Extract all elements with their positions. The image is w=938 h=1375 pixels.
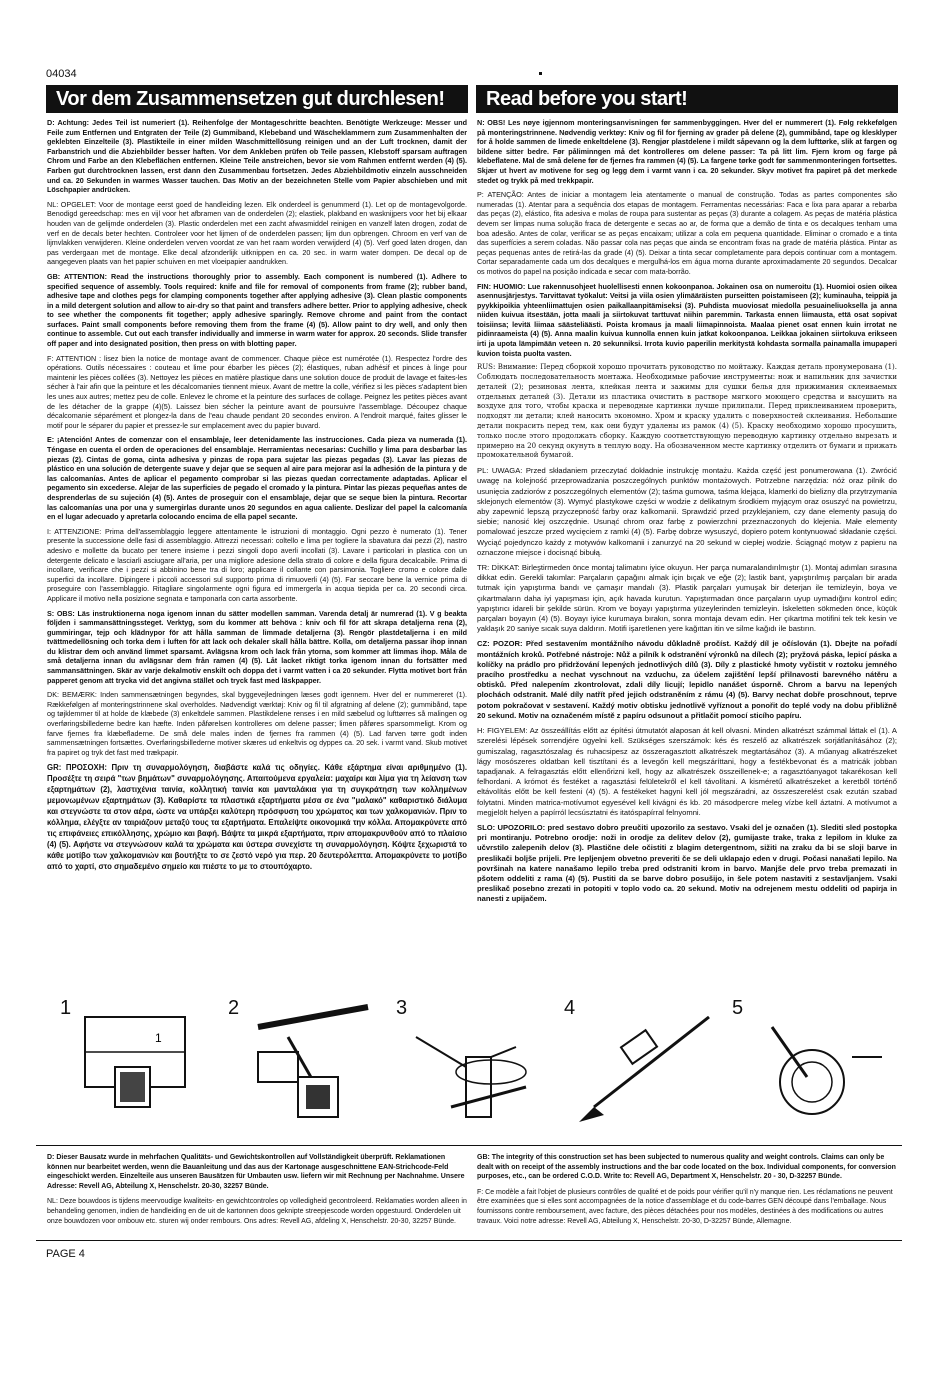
instruction-paragraph: CZ: POZOR: Před sestavením montážního návodu důkladně pročíst. Každý díl je očíslován (1). Dbejte na pořadí montážních kroků. Potřebné nástroje: Nůž a pilník k odstranění výronků na dílech (2); pryžová páska, lepicí páska a kolíčky na prádlo pro přidržování lepených jednotlivých dílů (3). Díly z plastické hmoty vyčistit v roztoku jemného pracího prostředku a nechat vyschnout na vzduchu, za účelem zajištění lepší přilnavosti barevného nátěru a obtisků. Před nalepením zkontrolovat, zdali díly licují; lepidlo nanášet úsporně. Chrom a barvu na lepených plochách odstranit. Malé díly natřít před jejich odstraněním z rámu (4) (5). Barvy nechat dobře proschnout, teprve potom pokračovat v sestavení. Každý motiv obtisku jednotlivě vyříznout a ponořit do teplé vody na dobu přibližně 20 sekund. Motiv na označeném místě z papíru odsunout a přitlačit pomocí sticího papíru. (477, 639, 897, 720)
step-number: 2 (228, 997, 240, 1019)
decal-water-bowl-icon (732, 997, 892, 1132)
step-1-panel (60, 997, 220, 1132)
footer-bottom-rule (36, 1240, 902, 1241)
bullet-dot (539, 72, 542, 75)
footer-right (477, 1153, 897, 1232)
instruction-paragraph: FIN: HUOMIO: Lue rakennusohjeet huolellisesti ennen kokoonpanoa. Jokainen osa on numeroitu (1). Huomioi osien oikea asennusjärjestys. Tarvittavat työkalut: Veitsi ja viila osien ylimääräisten purseitten poistamiseen (2); kuminauha, teippiä ja pyykkipoikia yhteenliimattujen osien paikallaanpitämiseksi (3). Puhdista muoviosat miedolla pesuaineliuoksella ja anna niiden kuivua itsestään, jotta maali ja siirtokuvat tarttuvat niihin paremmin. Tarkasta ennen liimausta, että osat sopivat toisiinsa; levitä liimaa säästeliäästi. Poista kromaus ja maali liimapinnoista. Maalaa pienet osat ennen kuin irrotat ne pidinraameista (4) (5). Anna maalin kuivua kunnolla ennen kuin jatkat kokoonpanoa. Leikkaa jokainen siirtokuva erikseen irti ja upota lämpimään veteen n. 20 sekunniksi. Irrota kuvio paperilin merkitystä kohdasta sormalla painamalla imupaperi kuvion toista puolta vasten. (477, 281, 897, 358)
document-code: 04034 (46, 68, 77, 80)
instruction-paragraph: F: Ce modèle a fait l'objet de plusieurs contrôles de qualité et de poids pour vérifier qu'il n'y manque rien. Les réclamations ne peuvent être examinées que si elles sont accompagnées de la notice d'assemblage et du code-barres GEN découpé dans l'emballage. Nous fournissons contre remboursement, avec facture, des pièces détachées pour nos modèles, destinées à des modifications ou autres travaux. Voici notre adresse: Revell AG, Abteilung X, Henschelstr. 20-30, D-32257 Bünde, Allemagne. (477, 1188, 893, 1225)
step-number: 4 (564, 997, 576, 1019)
instruction-paragraph: SLO: UPOZORILO: pred sestavo dobro preučiti upozorilo za sestavo. Vsaki del je označen (1). Slediti sled postopka pri montiranju. Potrebno orodje: noži in orodje za delitev delov (2), gumijaste trake, traka z lepilom in kluke za učvrstilo zalepenih delov (3). Plastične dele očistiti z blagim detergentnom, sižiti na zraku da bi se sloji barve in preslikači boljše prijeli. Pre lepljenjem obvetno preveriti če se deli uklapajo eden v drugi. Počasi nanašati lepilo. Na površinah na katere nanašamo lepilo treba pred odstraniti krom in barvo. Manjše dele prvo treba premazati in pšotem oddeliti z rama (4) (5). Pustiti da se barve dobro posušijo, in šele potem nastaviti z sestavljanjem. Vsaki preslikač posebno zrezati in potopiti v toplo vodo ca. 20 sekund. Motiv na odrejenem mestu oddeliti od papirja in nanesti z upijačem. (477, 822, 897, 904)
instruction-paragraph: D: Achtung: Jedes Teil ist numeriert (1). Reihenfolge der Montageschritte beachten. Benötigte Werkzeuge: Messer und Feile zum Entfernen und Entgraten der Teile (2) Gummiband, Klebeband und Wäscheklammern zum Zusammenhalten der geklebten Einzelteile (3). Plastikteile in einer milden Waschmittellösung reinigen und an der Luft trocknen, damit der Farbanstrich und die Abziehbilder besser haften. Vor dem Ankleben prüfen ob Teile passen, Klebstoff sparsam auftragen Chrom und Farbe an den Klebeflächen entfernen. Kleine Teile anstreichen, bevor sie vom Rahmen entfernt werden (4) (5). Farben gut durchtrocknen lassen, erst dann den Zusammenbau fortsetzen. Jedes Abziehbildmotiv einzeln ausschneiden und ca. 20 Sekunden in warmes Wasser tauchen. Das Motiv an der bezeichneten Stelle vom Papier abschieben und mit Löschpapier andrücken. (47, 118, 467, 195)
step-3-panel (396, 997, 556, 1132)
step-number: 1 (60, 997, 72, 1019)
instruction-paragraph: GR: ΠΡΟΣΟΧΗ: Πριν τη συναρμολόγηση, διαβάστε καλά τις οδηγίες. Κάθε εξάρτημα είναι αριθμημένο (1). Προσέξτε τη σειρά "των βημάτων" συναρμολόγησης. Απαιτούμενα εργαλεία: μαχαίρι και λίμα για τη λείανση των εξαρτημάτων (2), λαστιχένια ταινία, κολλητική ταινία και μανταλάκια για τη συγκράτηση των κολλημένων μεμονωμένων εξαρτημάτων (3). Καθαρίστε τα πλαστικά εξαρτήματα μέσα σε ένα "μαλακό" καθαριστικό διάλυμα και στεγνώστε τα στον αέρα, ώστε να υπάρξει καλύτερη πρόσφυση του χρώματος και των χαλκομανιών. Πριν το κόλλημα, ελέγξτε αν ταιριάζουν μεταξύ τους τα εξαρτήματα. Επαλείψτε οικονομικά την κόλλα. Απομακρύνετε από τις επιφάνειες επικόλλησης, χρώμιο και βαφή. Βάψτε τα μικρά εξαρτήματα, πριν απομακρυνθούν από το πλαίσιο (4) (5). Αφήστε να στεγνώσουν καλά τα χρώματα και ύστερα συνεχίστε τη συναρμολόγηση. Κόψτε ξεχωριστά το κάθε μοτίβο των χαλκομανιών και βουτήξτε το σε ζεστό νερό για περ. 20 δευτερόλεπτα. Απομακρύνετε το μοτίβο από το χαρτί, στο σημαδεμένο σημείο και πιέστε το με το στουπόχαρτο. (47, 763, 467, 872)
instruction-paragraph: S: OBS: Läs instruktionerna noga igenom innan du sätter modellen samman. Varenda detalj är numrerad (1). V g beakta följden i sammansättningssteget. Verktyg, som du kommer att behöva : kniv och fil för att skrapa detaljerna rena (2), gummiringar, tejp och klädnypor för att hålla samman de limmade detaljerna (3). Rengör plastdetaljerna i en mild tvättmedellösning och torka dem i luften för att lack och dekaler skall hålla bättre. Kolla, om detaljerna passar ihop innan du klistrar dem och använd limmet sparsamt. Avlägsna krom och lack från ytorna, som kommer att limmas ihop. Måla de små detaljerna innan du avlägsnar dem från ramen (4) (5). Låt lacket riktigt torka igenom innan du fortsätter med sammansättningen. Skär av varje dekalmotiv enskilt och doppa det i varmt vatten i ca 20 sekunder. Flytta motivet bort från papperet genom att trycka vid det angivna stället och tryck fast med läskpapper. (47, 608, 467, 685)
instruction-paragraph: F: ATTENTION : lisez bien la notice de montage avant de commencer. Chaque pièce est numérotée (1). Respectez l'ordre des opérations. Outils nécessaires : couteau et lime pour ébarber les pièces (2); élastiques, ruban adhésif et pinces à linge pour maintenir les pièces collées (3). Nettoyez les pièces en matière plastique dans une solution douce de produit de lavage et faites-les sécher à l'air afin que la peinture et les décalcomanies tiennent mieux. Avant de mettre la colle, vérifiez si les pièces s'adaptent bien les unes aux autres; mettez peu de colle. Enlevez le chrome et la peinture des surfaces de collage. Peignez les petites pièces avant de les détacher de la grappe (4)(5). Laissez bien sécher la peinture avant de poursuivre l'assemblage. Découpez chaque décalcomanie séparément et plongez-la dans de l'eau chaude pendant 20 secondes environ. A l'endroit marqué, faites glisser le motif pour le séparer du papier et pressez-le sur emplacement avec du papier buvard. (47, 353, 467, 430)
instruction-paragraph: DK: BEMÆRK: Inden sammensætningen begyndes, skal byggevejledningen læses godt igennem. Hver del er nummereret (1). Rækkefølgen af monteringstrinnene skal overholdes. Nødvendigt værktøj: Kniv og fil til afgratning af delene (2); gummibånd, tape og tøjklemmer til at holde de klæbede (3) enkeltdele sammen. Plastikdelene renses i en mild sæbelud og lufttørres så malingen og overføringsbillederne bedre kan hæfte. Inden påførelsen kontrolleres om delene passer; limen påføres sparsommeligt. Krom og farve fjernes fra klæbefladerne. De små dele males inden de fjernes fra rammen (4) (5). Lad farven tørre godt inden sammensætningen fortsættes. Overføringsbillederne motiver skæres ud enkeltvis og dyppes ca. 20 sek. i varmt vand. Skub motivet fra papiret og tryk det fast med trækpapir. (47, 690, 467, 757)
paint-brush-icon (564, 997, 724, 1132)
instruction-paragraph: NL: OPGELET: Voor de montage eerst goed de handleiding lezen. Elk onderdeel is genummerd (1). Let op de montagevolgorde. Benodigd gereedschap: mes en vijl voor het afbramen van de onderdelen (2); elastiek, plakband en wasknijpers voor het bij elkaar houden van de gelijmde onderdelen (3). Plastic onderdelen met een zacht afwasmiddel reinigen en vanzelf laten drogen, zodat de verf en de decals beter hechten. Controleer voor het lijmen of de onderdelen passen; lijm dun opbrengen. Chroom en verf van de lijmvlakken verwijderen. Kleine onderdelen verven voordat ze van het raam worden verwijderd (4) (5). Verf goed laten drogen, dan pas verdergaan met de montage. Elke decal afzonderlijk uitknippen en ca. 20 sec. in warm water dompen. De decal op de aangegeven plaats van het papier schuiven en met vloeipapier aandrukken. (47, 199, 467, 267)
instruction-paragraph: I: ATTENZIONE: Prima dell'assemblaggio leggere attentamente le istruzioni di montaggio. Ogni pezzo è numerato (1). Tener presente la successione delle fasi di assemblaggio. Attrezzi necessari: coltello e lima per togliere la sbavatura dai pezzi (2), nastro adesivo e mollette da bucato per tenere insieme i pezzi singoli dopo averli incollati (3). Lavare i particolari in plastica con un detergente delicato e lasciarli asciugare all'aria, per una migliore adesione della strato di colore e della figura decalcabile. Prima di incollare, verificare che i pezzi si abbinino bene tra di loro; applicare il collante con parsimonia. Togliere cromo e colore dalle superfici da incollare. Dipingere i piccoli accessori sul supporto prima di rimuoverli (4) (5). Far seccare bene la vernice prima di proseguire con l'assemblaggio. Ritagliare singolarmente ogni figura ed immergerla in acqua tiepida per ca. 20 secondi circa. Applicare il motivo nella posizione segnata e tamponarla con carta assorbente. (47, 526, 467, 603)
instruction-paragraph: PL: UWAGA: Przed składaniem przeczytać dokładnie instrukcję montażu. Każda część jest ponumerowana (1). Zwrócić uwagę na kolejność przeprowadzania poszczególnych punktów montażowych. Potrzebne narzędzia: nóż oraz pilnik do usunięcia zadziorów z poszczególnych elementów (2); taśma gumowa, taśma klejąca, klamerki do bielizny dla przytrzymania sklejonych elementów (3). Wymyć plastykowe części w wodzie z delikatnym środkiem myjącym oraz osuszyć na powietrzu, aby zapewnić lepszą przyczepność farby oraz kalkomanii. Sprawdzić przed przyklejaniem, czy dane elementy pasują do siebie; nanosić klej oszczędnie. Usunąć chrom oraz farbę z powierzchni przeznaczonych do klejenia. Małe elementy pomalować jeszcze przed wycięciem z ramki (4) (5). Farbę dobrze wysuszyć, dopiero potem kontynuować składanie części. Wyciąć pojedynczo każdy z motywów kalkomanii i zanurzyć na 20 sekund w ciepłej wodzie. Ściągnąć motyw z papieru na oznaczone miejsce i docisnąć bibułą. (477, 466, 897, 557)
instruction-paragraph: GB: ATTENTION: Read the instructions thoroughly prior to assembly. Each component is numbered (1). Adhere to specified sequence of assembly. Tools required: knife and file for removal of components from frame (2); rubber band, adhesive tape and clothes pegs for clamping components together after applying adhesive (3). Clean plastic components in a mild detergent solution and allow to air-dry so that paint and transfers adhere better. Prior to applying adhesive, check to see whether the components fit together; apply adhesive sparingly. Remove chrome and paint from the contact surfaces. Paint small components before removing them from the frame (4) (5). Allow paint to dry well, and only then continue to assemble. Cut out each transfer individually and immerse in warm water for approx. 20 seconds. Slide transfer off paper and into designated position, then press on with blotting paper. (47, 271, 467, 349)
instruction-paragraph: NL: Deze bouwdoos is tijdens meervoudige kwaliteits- en gewichtcontroles op volledigheid gecontroleerd. Reklamaties worden alleen in behandeling genomen, indien de handleiding en de uit de kartonnen doos geknipte streepjescode worden opgestuurd. Onderdelen uit onze bouwdozen voor ombouw etc. sturen wij onder rembours. Ons adres: Revell AG, afdeling X, Henschelstr. 20-30, 32257 Bünde. (47, 1198, 467, 1225)
instruction-paragraph: N: OBS! Les nøye igjennom monteringsanvisningen før sammenbyggingen. Hver del er nummerert (1). Følg rekkefølgen på monteringstrinnene. Nødvendig verktøy: Kniv og fil for fjerning av grader på delene (2), gummibånd, tape og klesklyper for å holde sammen de limede enkeltdelene (3). Rengjør plastdelene i mildt såpevann og la dem lufttørke, slik at fargen og bildene sitter bedre. Før påliminngen må det kontrolleres om delene passer: Ta på litt lim. Fjern krom og farge på klebeflatene. Mal de små delene før de fjernes fra rammen (4) (5). La fargene tørke godt før sammenmonteringen fortsettes. Skjær ut hvert av motivene for seg og legg dem i varmt vann i ca. 20 sekunder. Skyv motivet fra papiret på det merkede stedet og trykk på med trekkpapir. (477, 118, 897, 185)
instruction-paragraph: P: ATENÇÃO: Antes de iniciar a montagem leia atentamente o manual de construção. Todas as partes componentes são numeradas (1). Atentar para a sequência dos etapas de montagem. Ferramentas necessárias: Faca e lixa para aparar a rebarba das peças (2), elástico, fita adesiva e molas de roupa para sustentar as peças (3) durante a colagem. As peças de matéria plástica devem ser limpas numa solução fraca de detergente e secas ao ar, de forma que a demão de tinta e os decalques tenham uma boa adesão. Antes de colar, verificar se as peças encaixam; utilizar a cola em pequena quantidade. Eliminar o cromado e a tinta das superfícies a serem coladas. Não passar cola nas peças que ainda se encontram fixas na grade de matéria plástica. Pintar as peças pequenas antes de retirá-las da grade (4) (5). Deixar a tinta secar completamente para depois continuar com a montagem. Cortar separadamente cada um dos decalques e mergulhá-los em água morna durante aproximadamente 20 segundos. Decalcar os motivos do papel na posição indicada e secar com mata-borrão. (477, 190, 897, 276)
left-instructions-column (47, 118, 467, 877)
right-instructions-column (477, 118, 897, 910)
svg-text:1: 1 (155, 1031, 162, 1045)
step-2-panel (228, 997, 388, 1132)
instruction-paragraph: RUS: Внимание: Перед сборкой хорошо прочитать руководство по мойтажу. Каждая деталь пронумерована (1). Соблюдать последовательность монтажа. Необходимые рабочие инструменты: нож и напильник для зачистки деталей (2); резиновая лента, клейкая лента и зажимы для сушки белья для прижимания склеиваемых отдельных деталей (3). Детали из пластика очистить в растворе мягкого моющего средства и высушить на воздухе для того, чтобы краска и переводные картинки лучше прилипали. Перед приклеиванием проверить, подходят ли детали; клей наносить экономно. Хром и краску удалить с поверхностей склеивания. Небольшие детали покрасить перед тем, как они будут удалены из рамок (4) (5). Краску необходимо хорошо просушить, только после этого продолжать сборку. Каждую соответствующую переводную картинку отдельно вырезать и примерно на 20 секунд окунуть в теплую воду. На обозначенном месте картинку отделить от бумаги и прижать промокательной бумагой. (477, 363, 897, 460)
step-5-panel (732, 997, 892, 1132)
clamping-parts-icon (396, 997, 556, 1132)
step-4-panel (564, 997, 724, 1132)
instruction-paragraph: E: ¡Atención! Antes de comenzar con el ensamblaje, leer detenidamente las instrucciones. Cada pieza va numerada (1). Téngase en cuenta el orden de operaciones del ensamblaje. Herramientas necesarias: Cuchillo y lima para desbarbar las piezas (2). Cintas de goma, cinta adhesiva y pinzas de ropa para sujetar las piezas pegadas (3). Lavar las piezas de plástico en una solución de detergente suave y dejar que se sequen al aire para mejorar así la adhesión de la pintura y de las calcomanías. Antes de aplicar el pegamento comprobar si las piezas quedan correctamente adaptadas. Aplicar el pegamento sin excederse. Alejar de las superficies de pegado el cromado y la pintura. Pintar las piezas pequeñas antes de desprenderlas de su sujeción (4) (5). Antes de proseguir con el ensamblaje, dejar que se seque bien la pintura. Recortar las calcomanías una por una y sumergirlas durante unos 20 segundos en agua caliente. Deslizar del papel la calcomanía en el lugar adecuado y apretarla colocando encima de ella papel secante. (47, 435, 467, 522)
assembly-steps-illustrations (60, 997, 890, 1137)
footer-left (47, 1153, 467, 1232)
instruction-paragraph: D: Dieser Bausatz wurde in mehrfachen Qualitäts- und Gewichtskontrollen auf Vollständigkeit überprüft. Reklamationen können nur bearbeitet werden, wenn die Bauanleitung und das aus der Kartonage ausgeschnittene EAN-Strichcode-Feld eingeschickt werden. Einzelteile aus unseren Bausätzen für Umbauten usw. liefern wir mit Rechnung per Nachnahme. Unsere Adresse: Revell AG, Abteilung X, Henschelstr. 20-30, 32257 Bünde. (47, 1154, 465, 1190)
knife-and-file-icon (228, 997, 388, 1132)
numbered-parts-sprue-icon (60, 997, 220, 1132)
step-number: 3 (396, 997, 408, 1019)
right-title-bar: Read before you start! (476, 85, 898, 113)
instruction-paragraph: TR: DİKKAT: Birleştirmeden önce montaj talimatını iyice okuyun. Her parça numaralandırılmıştır (1). Montaj adımları sırasına dikkat edin. Gerekli takımlar: Parçaların çapağını almak için bıçak ve eğe (2); lastik bant, yapıştırılmış parçaları bir arada tutmak için yapıştırma bandı ve çamaşır mandalı (3). Plastik parçaları yumuşak bir deterjan ile temizleyin, boya ve çıkartmaların daha iyi yapışması için, açık havada kurutun. Yapıştırmadan önce parçaların uyup uymadığını kontrol edin; yapıştırıcı idareli bir şekilde sürün. Krom ve boyayı yapıştırma yüzeylerinden temizleyin. İskeletten sökmeden önce, küçük parçaları boyayın (4) (5). Boyayı iyice kurumaya bırakın, sonra montaja devam edin. Her çıkartma motifini tek tek kesin ve yaklaşık 20 saniye sıcak suya daldırın. Motifi işaretlenen yere kağıttan itin ve silme kağıdı ile bastırın. (477, 563, 897, 634)
page-number: PAGE 4 (46, 1248, 85, 1260)
footer-top-rule (36, 1145, 902, 1146)
instruction-paragraph: H: FIGYELEM: Az összeállítás előtt az építési útmutatót alaposan át kell olvasni. Minden alkatrészt számmal láttak el (1). A szerelési lépések sorrendjére ügyelni kell. Szükséges szerszámok: kés és reszelő az alkatrészek sorjátlanításához (2); gumiszalag, ragasztószalag és ruhacsipesz az összeragasztott alkatrészek megtartásához (3). A műanyag alkatrészeket lágy mosószeres oldatban kell tisztítani és a levegőn kell megszáríttani, hogy a festékbevonat és a matricák jobban tapadjanak. A felragasztás előtt ellenőrizni kell, hogy az alkatrészek összeillenek-e; a ragasztóanyagot takarékosan kell felhordani. A krómot és festéket a ragasztási felületekről el kell távolítani. A kisméretű alkatrészeket a keretből történő eltávolítás előtt be kell festeni (4) (5). A festékeket hagyni kell jól megszáradni, az összeszerelést csak ezután szabad folytatni. Minden matrica-motívumot egyesével kell kivágni és kb. 20 másodpercre meleg vízbe kell áztatni. A motívumot a megjelölt helyen a papírról lecsúsztatni és itatóspapírral felnyomni. (477, 726, 897, 817)
instruction-paragraph: GB: The integrity of this construction set has been subjected to numerous quality and weight controls. Claims can only be dealt with on receipt of the assembly instructions and the bar code located on the box. Individual components, for conversion purposes, etc., can be ordered C.O.D. Write to: Revell AG, Department X, Henschelstr. 20 - 30, D-32257 Bünde. (477, 1154, 896, 1181)
left-title-bar: Vor dem Zusammensetzen gut durchlesen! (46, 85, 468, 113)
step-number: 5 (732, 997, 744, 1019)
